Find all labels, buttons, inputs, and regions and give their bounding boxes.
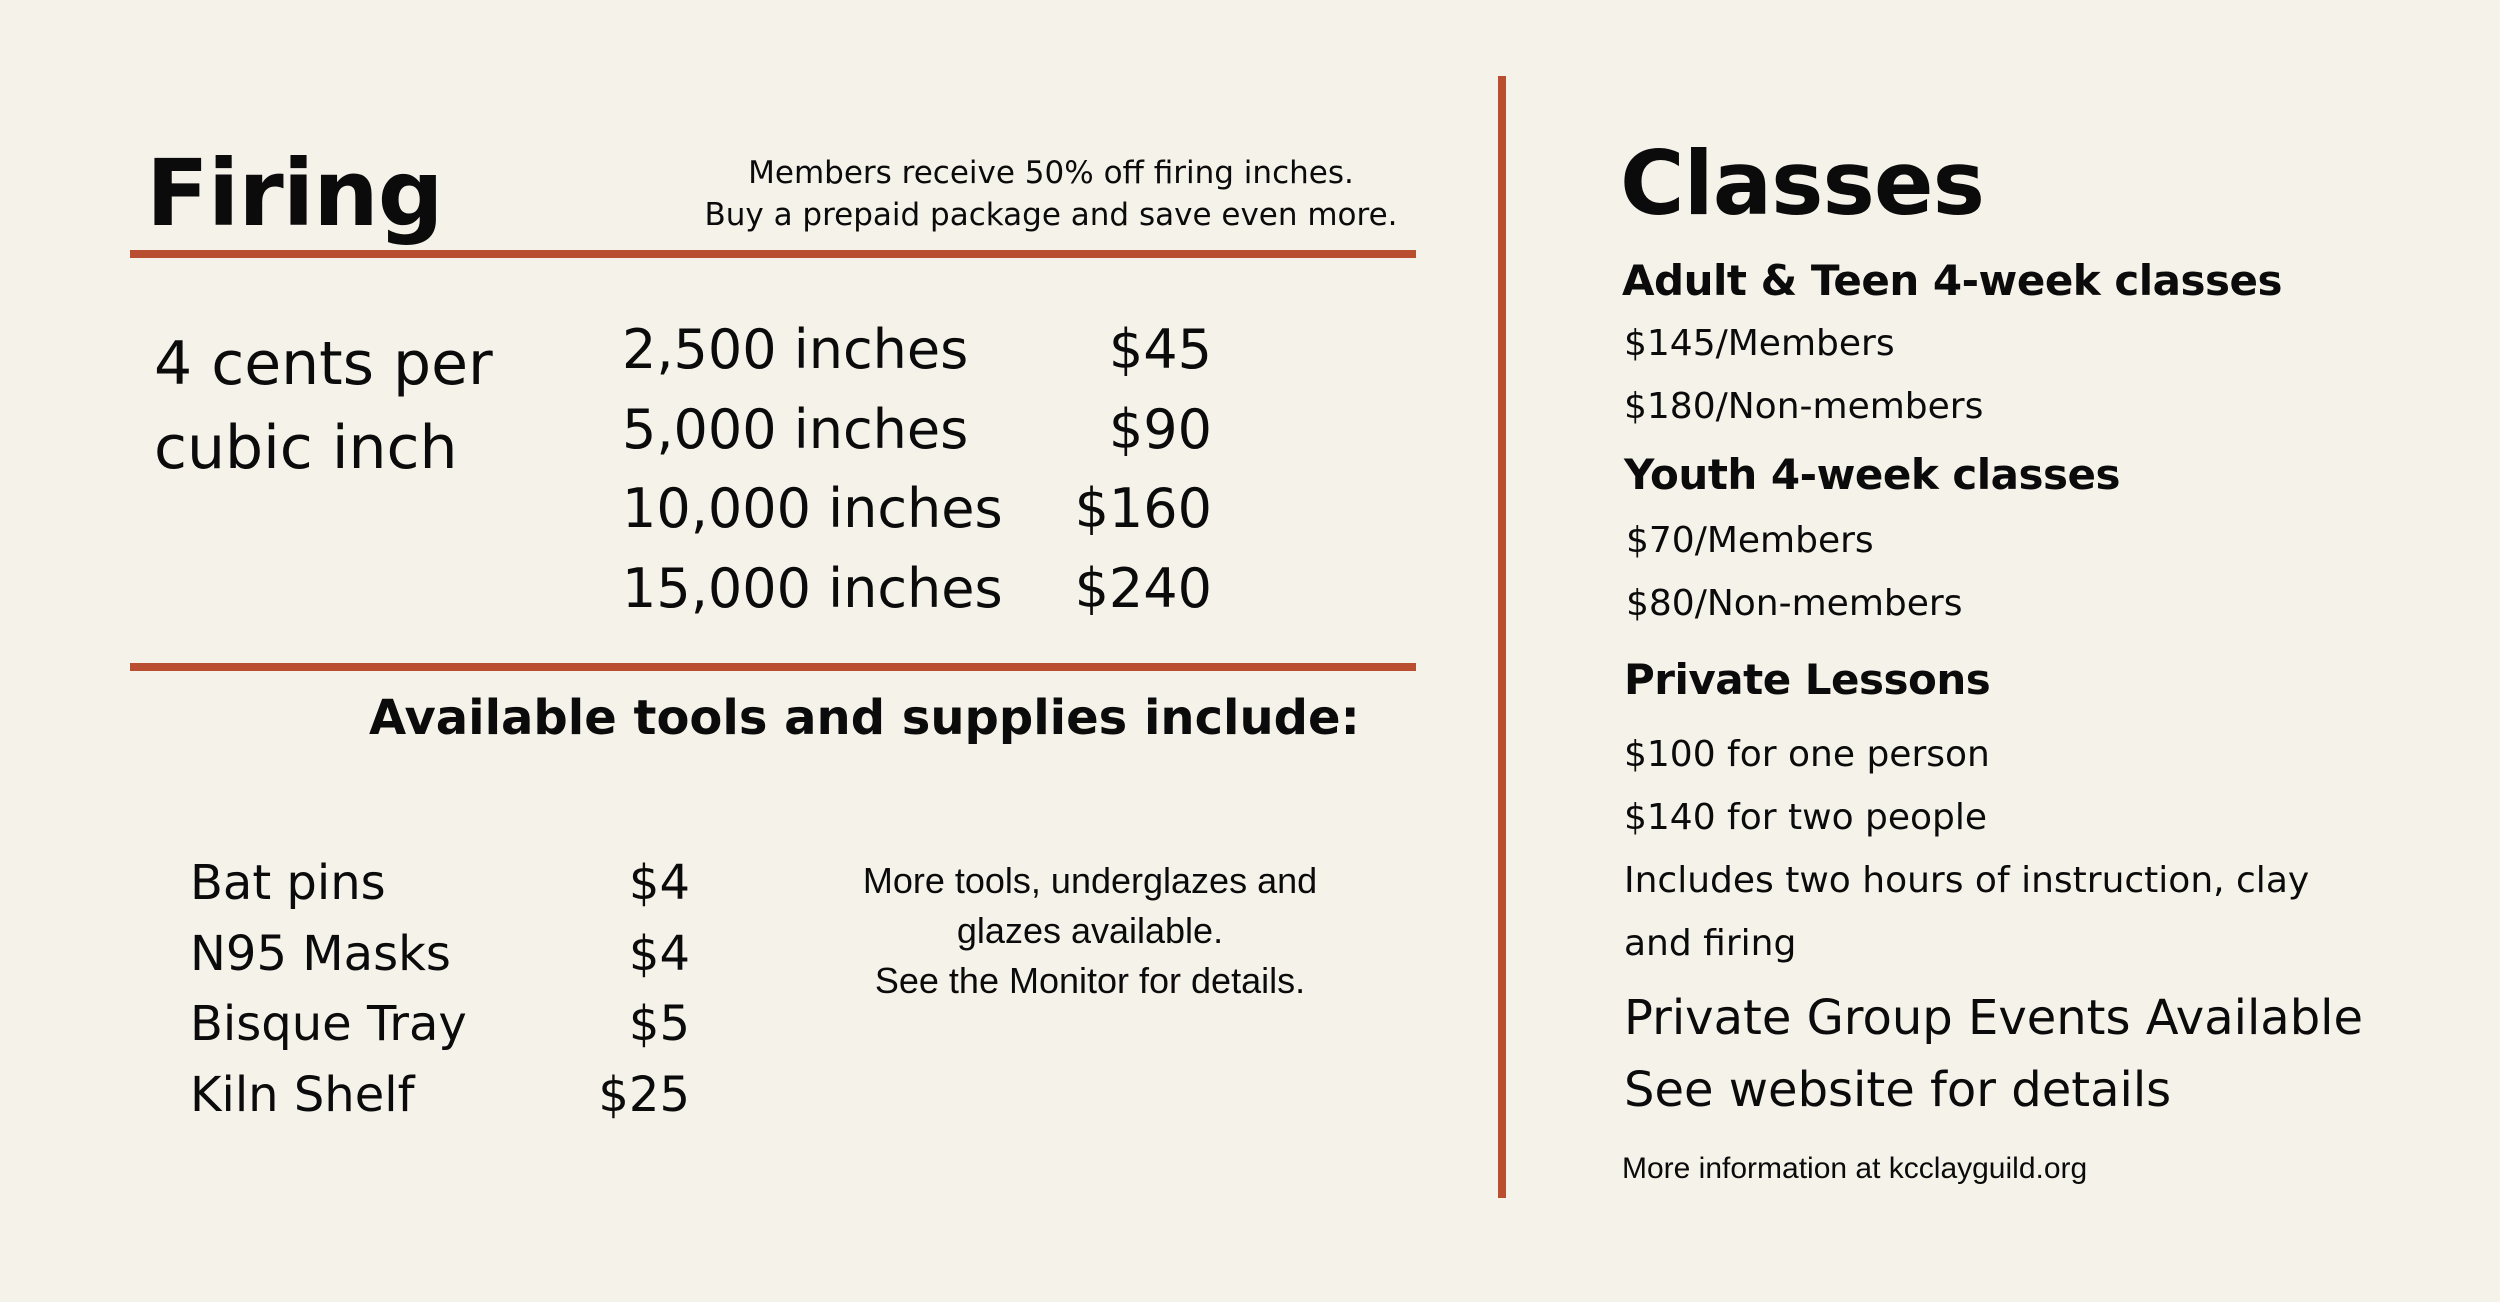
tool-price-bisque-tray: $5 bbox=[628, 996, 690, 1053]
firing-rate bbox=[154, 322, 493, 490]
package-inches-5000: 5,000 inches bbox=[622, 397, 969, 461]
private-one-person-price: $100 for one person bbox=[1624, 734, 1990, 775]
tool-price-n95-masks: $4 bbox=[628, 925, 690, 982]
youth-nonmembers-price: $80/Non-members bbox=[1626, 583, 1963, 624]
private-includes-line-2: and firing bbox=[1624, 923, 1797, 964]
firing-note-line-2: Buy a prepaid package and save even more. bbox=[704, 197, 1398, 233]
tool-name-kiln-shelf: Kiln Shelf bbox=[190, 1067, 415, 1124]
youth-members-price: $70/Members bbox=[1626, 520, 1874, 561]
firing-title-divider bbox=[130, 250, 1416, 258]
private-group-events: Private Group Events Available bbox=[1624, 990, 2364, 1046]
adult-classes-heading: Adult & Teen 4-week classes bbox=[1622, 256, 2282, 305]
more-information-link[interactable]: More information at kcclayguild.org bbox=[1622, 1152, 2088, 1185]
firing-title: Firing bbox=[146, 140, 443, 247]
firing-rate-line-1: 4 cents per bbox=[154, 329, 493, 399]
private-lessons-heading: Private Lessons bbox=[1624, 655, 1991, 704]
tool-name-n95-masks: N95 Masks bbox=[190, 925, 451, 982]
package-inches-15000: 15,000 inches bbox=[622, 556, 1003, 620]
firing-rate-line-2: cubic inch bbox=[154, 413, 458, 483]
tools-heading: Available tools and supplies include: bbox=[369, 690, 1360, 746]
adult-nonmembers-price: $180/Non-members bbox=[1624, 386, 1984, 427]
tool-name-bat-pins: Bat pins bbox=[190, 855, 386, 911]
column-divider bbox=[1498, 76, 1506, 1198]
tool-price-bat-pins: $4 bbox=[628, 855, 690, 911]
tools-note-line-1: More tools, underglazes and bbox=[862, 860, 1318, 901]
firing-package-prices bbox=[1030, 310, 1212, 628]
firing-tools-divider bbox=[130, 663, 1416, 671]
adult-members-price: $145/Members bbox=[1624, 323, 1895, 364]
package-price-5000: $90 bbox=[1108, 397, 1212, 461]
classes-title: Classes bbox=[1620, 132, 1984, 235]
tool-prices bbox=[550, 848, 690, 1131]
tools-note-line-2: glazes available. bbox=[956, 910, 1224, 951]
firing-package-inches bbox=[622, 310, 1003, 628]
tools-more-note bbox=[820, 856, 1360, 1006]
package-inches-10000: 10,000 inches bbox=[622, 477, 1003, 540]
tool-price-kiln-shelf: $25 bbox=[598, 1067, 690, 1124]
tools-note-line-3: See the Monitor for details. bbox=[874, 960, 1306, 1001]
tool-name-bisque-tray: Bisque Tray bbox=[190, 996, 467, 1053]
youth-classes-heading: Youth 4-week classes bbox=[1624, 450, 2121, 499]
private-two-people-price: $140 for two people bbox=[1624, 797, 1988, 838]
package-price-10000: $160 bbox=[1074, 477, 1212, 540]
private-includes-line-1: Includes two hours of instruction, clay bbox=[1624, 860, 2310, 901]
see-website-details: See website for details bbox=[1624, 1062, 2172, 1118]
firing-note-line-1: Members receive 50% off firing inches. bbox=[748, 155, 1354, 191]
package-price-2500: $45 bbox=[1108, 318, 1212, 381]
package-price-15000: $240 bbox=[1074, 556, 1212, 620]
firing-members-note bbox=[656, 152, 1446, 236]
package-inches-2500: 2,500 inches bbox=[622, 318, 969, 381]
tool-names bbox=[190, 848, 467, 1131]
